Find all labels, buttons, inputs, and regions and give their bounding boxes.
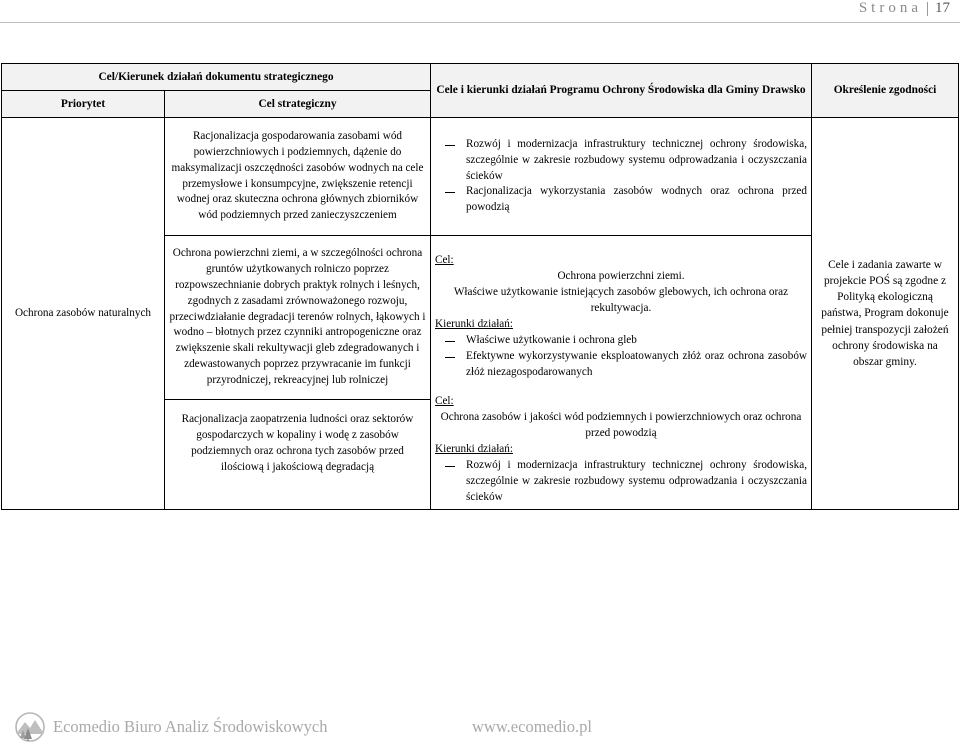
- header-group: Cel/Kierunek działań dokumentu strategicznego: [2, 64, 431, 91]
- direction-item: Właściwe użytkowanie i ochrona gleb: [435, 333, 807, 349]
- strategic-goal-3: Racjonalizacja zaopatrzenia ludności oraz sektorów gospodarczych w kopaliny i wodę z zasobów podziemnych oraz ochrona tych zasobów przed ilościową i jakościową degradacją: [165, 400, 431, 510]
- page-number: 17: [935, 0, 950, 16]
- strategic-goal-2: Ochrona powierzchni ziemi, a w szczególności ochrona gruntów użytkowanych rolniczo poprzez rozpowszechnianie dobrych praktyk rolnych i leśnych, zgodnych z zasadami zrównoważonego rozwoju, przeciwdziałanie degradacji terenów rolnych, łąkowych i wodno – błotnych przez czynniki antropogeniczne oraz zwiększenie skali rekultywacji gleb zdegradowanych i zdewastowanych poprzez przywracanie im funkcji przyrodniczej, rekreacyjnej lub rolniczej: [165, 236, 431, 400]
- page-label: Strona: [858, 0, 922, 16]
- page-footer: [0, 710, 960, 745]
- page-header: [0, 0, 960, 22]
- objective-label: Cel:: [435, 254, 454, 267]
- strategic-goal-1: Racjonalizacja gospodarowania zasobami wód powierzchniowych i podziemnych, dążenie do maksymalizacji oszczędności zasobów wodnych na cele przemysłowe i konsumpcyjne, zwiększenie retencji wodnej oraz skuteczna ochrona głównych zbiorników wód podziemnych przed zanieczyszczeniem: [165, 118, 431, 236]
- direction-list: [435, 458, 807, 506]
- header-priority: Priorytet: [2, 91, 165, 118]
- objective-block-2: [435, 394, 807, 505]
- priority-cell: Ochrona zasobów naturalnych: [2, 118, 165, 510]
- objective-text: Właściwe użytkowanie istniejących zasobów glebowych, ich ochrona oraz rekultywacja.: [453, 286, 789, 314]
- action-item: Racjonalizacja wykorzystania zasobów wodnych oraz ochrona przed powodzią: [435, 184, 807, 216]
- action-item: Rozwój i modernizacja infrastruktury technicznej ochrony środowiska, szczególnie w zakresie rozbudowy systemu odprowadzania i oczyszczania ścieków: [435, 137, 807, 185]
- header-program-actions: Cele i kierunki działań Programu Ochrony Środowiska dla Gminy Drawsko: [431, 64, 812, 118]
- footer-company: Ecomedio Biuro Analiz Środowiskowych: [53, 717, 328, 736]
- program-actions-2: [431, 236, 812, 510]
- mountain-tree-logo-icon: [12, 710, 48, 742]
- page-number-separator: [927, 2, 928, 16]
- action-list-1: [435, 137, 807, 217]
- direction-item: Rozwój i modernizacja infrastruktury technicznej ochrony środowiska, szczególnie w zakresie rozbudowy systemu odprowadzania i oczyszczania ścieków: [435, 458, 807, 506]
- footer-website: www.ecomedio.pl: [472, 717, 592, 736]
- objective-text: Ochrona zasobów i jakości wód podziemnych i powierzchniowych oraz ochrona przed powodzią: [440, 411, 802, 440]
- header-rule: [0, 22, 960, 23]
- directions-label: Kierunki działań:: [435, 317, 513, 330]
- program-actions-1: [431, 118, 812, 236]
- directions-label: Kierunki działań:: [435, 443, 513, 456]
- objective-text: Ochrona powierzchni ziemi.: [557, 270, 685, 283]
- header-compliance: Określenie zgodności: [812, 64, 959, 118]
- compliance-cell: Cele i zadania zawarte w projekcie POŚ są zgodne z Polityką ekologiczną państwa, Program dokonuje pełniej transpozycji założeń ochrony środowiska na obszar gminy.: [812, 118, 959, 510]
- header-strategic-goal: Cel strategiczny: [165, 91, 431, 118]
- direction-item: Efektywne wykorzystywanie eksploatowanych złóż oraz ochrona zasobów złóż niezagospodarowanych: [435, 349, 807, 381]
- objective-block-1: [435, 253, 807, 380]
- direction-list: [435, 333, 807, 381]
- strategy-table: [1, 63, 959, 510]
- objective-label: Cel:: [435, 395, 454, 408]
